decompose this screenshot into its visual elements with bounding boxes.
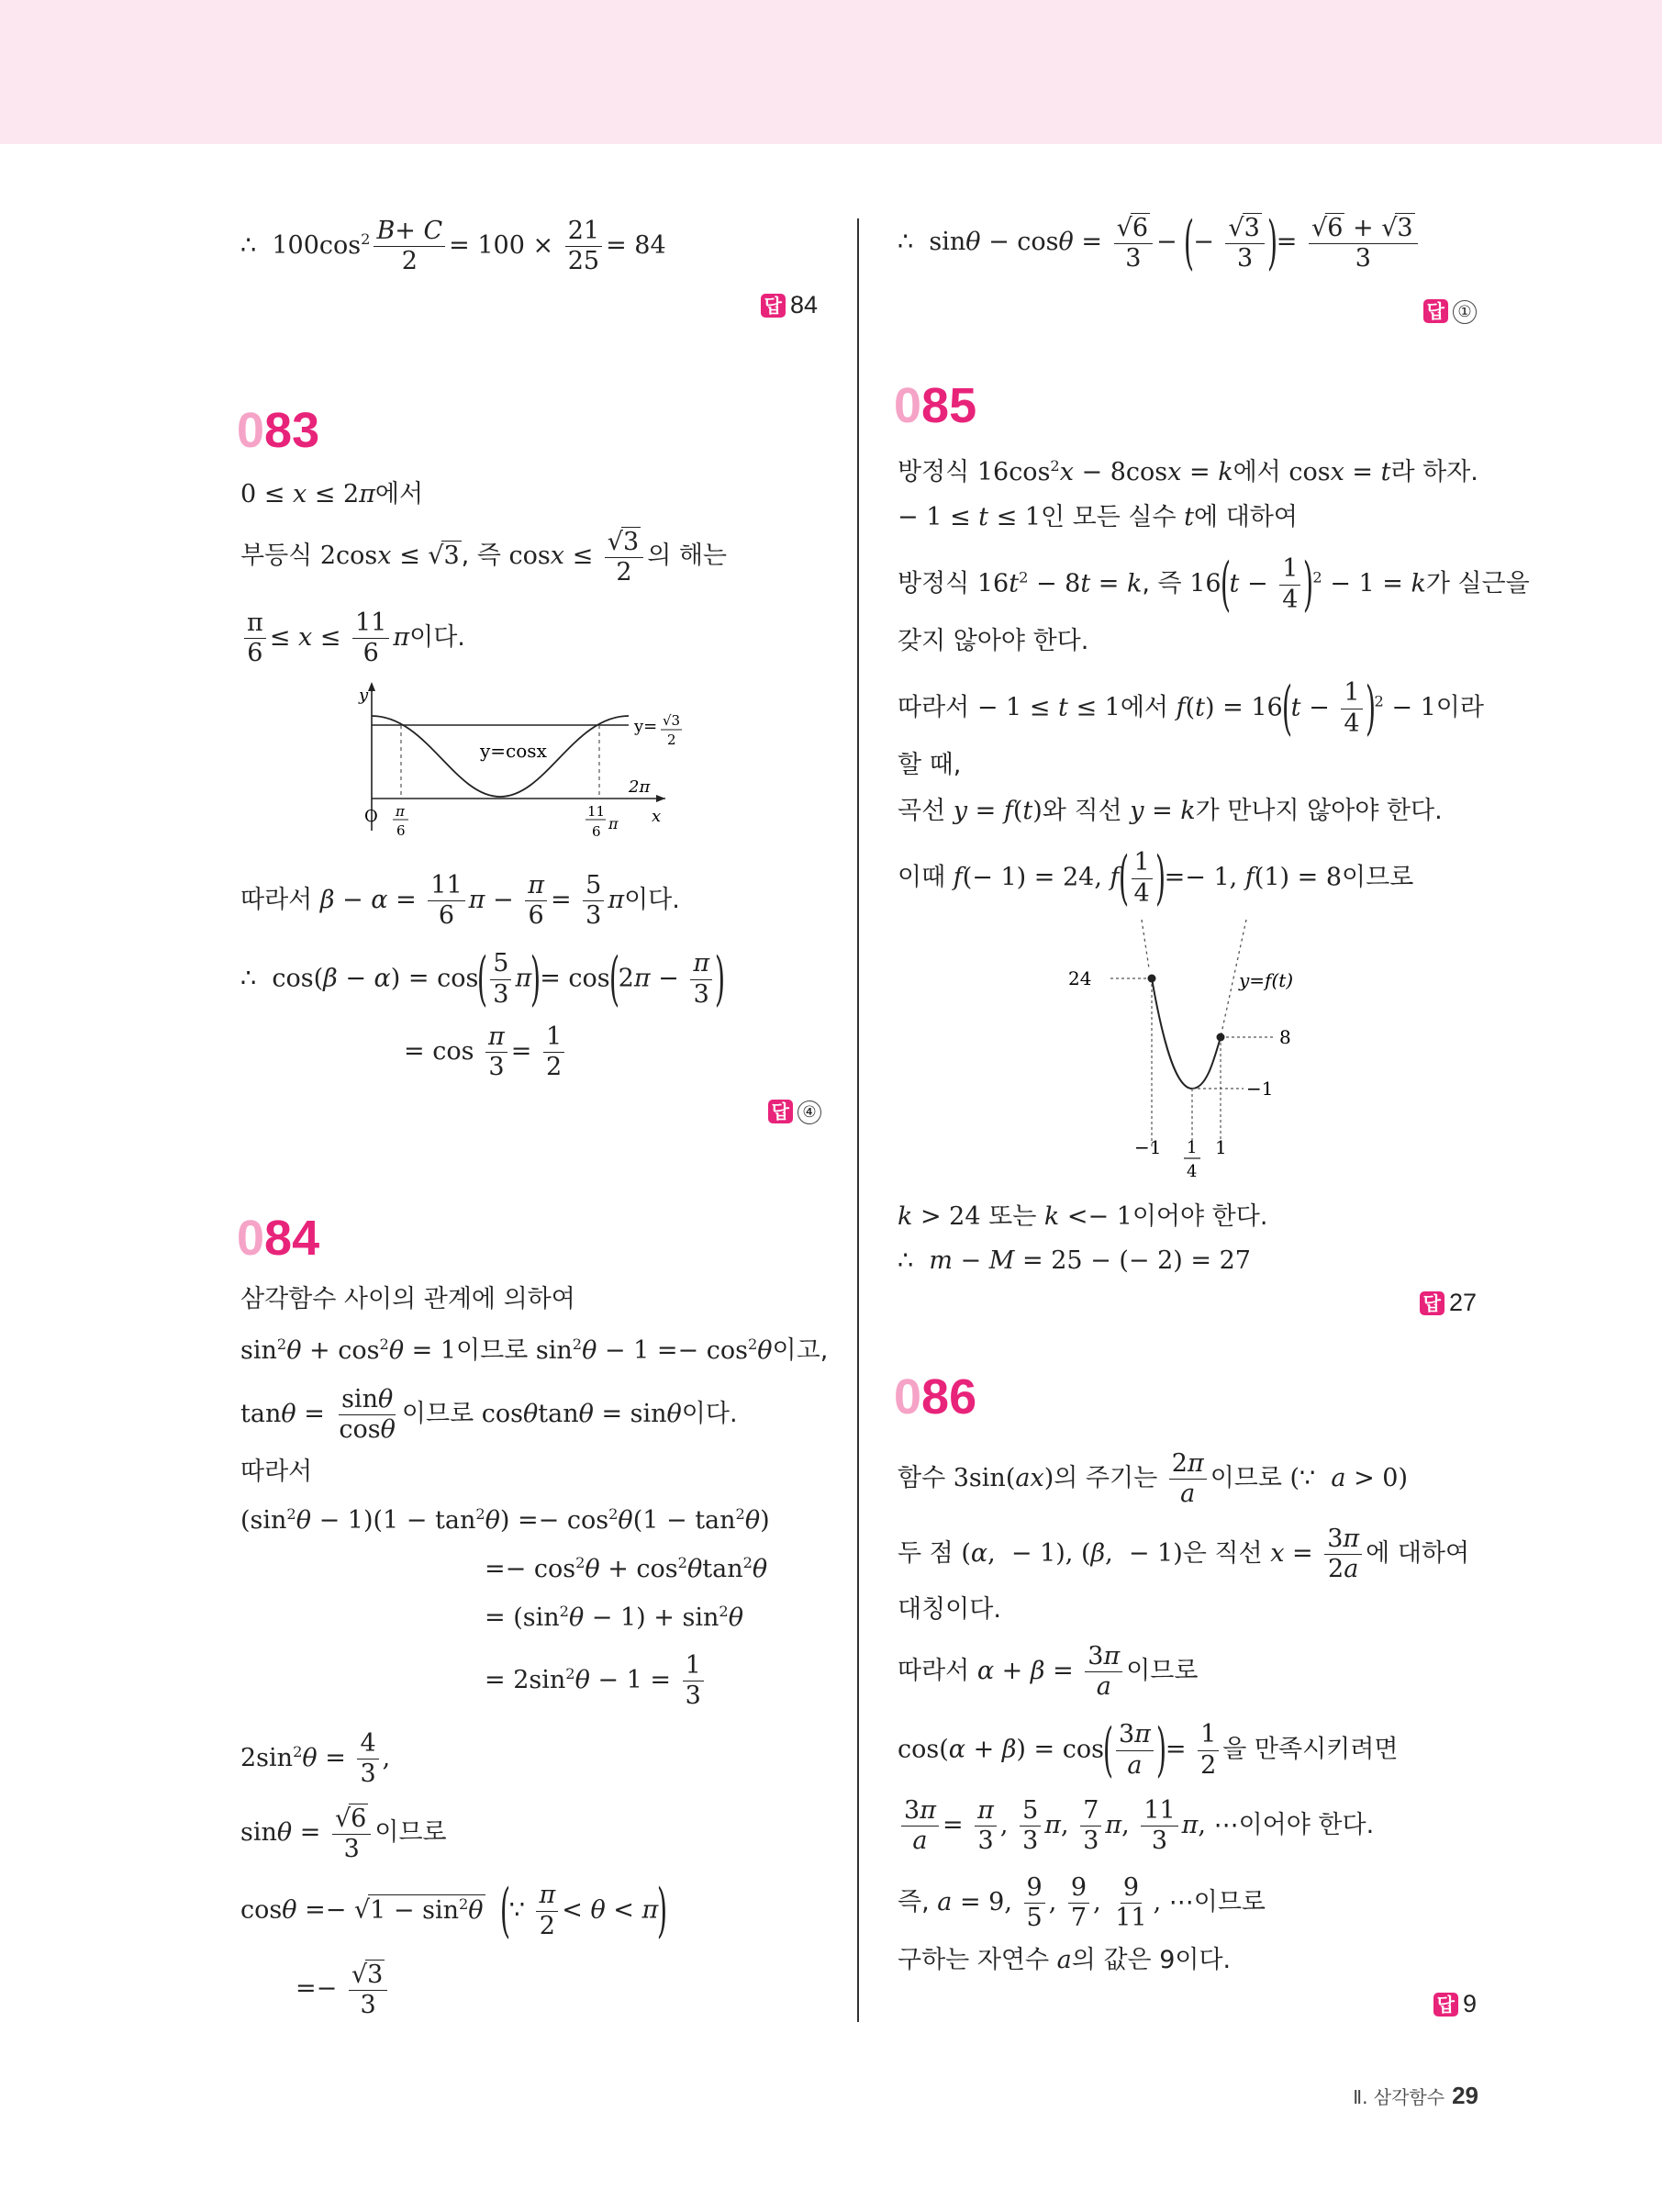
084-expand-3: = $(\sin^2\theta - 1) + \sin^2\theta$ (485, 1603, 743, 1632)
prev-right-conclusion: ∴ sinθ − cosθ = $\frac{√6}{3}$ − (− $\frac{√3}{3}$ )= $\frac{√6 + √3}{3}$ (898, 213, 1422, 273)
graph-label-minus1: −1 (1246, 1078, 1274, 1100)
084-expand-2: =− $\cos^2\theta + \cos^2\theta\tan^2\theta$ (485, 1554, 768, 1583)
problem-number-086: 086 (894, 1369, 977, 1424)
graph-x-1: 1 (1215, 1136, 1227, 1158)
svg-text:6: 6 (396, 822, 406, 839)
graph-curve-label: y=cosx (480, 740, 547, 762)
084-expand-4: = $2\sin^2\theta - 1$ = $\frac{1}{3}$ (485, 1652, 708, 1710)
page-footer (1353, 2082, 1478, 2110)
086-line-7: 즉, a = 9, $\frac{9}{5}$ , $\frac{9}{7}$ , $\frac{9}{11}$ , ⋯이므로 (898, 1873, 1266, 1933)
083-beta-minus-alpha: 따라서 β − α = $\frac{11}{6}$ π − $\frac{\pi}{6}$ = $\frac{5}{3}$ π이다. (240, 871, 680, 931)
svg-text:11: 11 (587, 803, 606, 820)
svg-text:π: π (608, 815, 619, 832)
086-line-2: 두 점 (α, − 1), (β, − 1)은 직선 x = $\frac{3\pi}{2a}$ 에 대하여 (898, 1525, 1470, 1584)
graph-2pi: 2π (629, 777, 651, 797)
page-number: 29 (1452, 2082, 1478, 2109)
083-inequality: 부등식 2cosx ≤ √3, 즉 cosx ≤ $\frac{√3}{2}$ 의 해는 (240, 528, 728, 587)
graph-label-8: 8 (1279, 1026, 1291, 1048)
svg-text:2: 2 (667, 732, 676, 748)
085-line-3: 방정식 $16t^2 - 8t = k$, 즉 16(t − $\frac{1}{4}$ )$^2$ − 1 = k가 실근을 (898, 551, 1530, 619)
086-line-1: 함수 3sin(ax)의 주기는 $\frac{2\pi}{a}$ 이므로 (∵ a > 0) (898, 1449, 1409, 1509)
graph-x-label: x (652, 807, 662, 826)
086-answer: 답 9 (1433, 1992, 1477, 2016)
084-intro: 삼각함수 사이의 관계에 의하여 (240, 1285, 575, 1313)
086-line-5: cos(α + β) = cos( $\frac{3\pi}{a}$ )= $\frac{1}{2}$ 을 만족시키려면 (898, 1716, 1399, 1784)
column-divider (857, 218, 859, 2022)
086-line-6: $\frac{3\pi}{a}$ = $\frac{\pi}{3}$ , $\frac{5}{3}$ π, $\frac{7}{3}$ π, $\frac{11}{3}$ π, ⋯이어야 한다. (898, 1797, 1374, 1855)
graph-label-24: 24 (1068, 967, 1092, 989)
svg-text:6: 6 (592, 823, 601, 840)
085-parabola-graph (1055, 909, 1312, 1184)
084-sin2: $2\sin^2\theta$ = $\frac{4}{3}$ , (240, 1729, 391, 1789)
083-cosine-graph (353, 675, 702, 849)
084-expand-1: $(\sin^2\theta - 1)(1 - \tan^2\theta) =- \cos^2\theta(1 - \tan^2\theta)$ (240, 1505, 770, 1535)
prev-conclusion: ∴ $100\cos^2$ $\frac{B+ C}{2}$ = 100 × $\frac{21}{25}$ = 84 (240, 217, 666, 276)
graph-y-label: y (359, 686, 369, 705)
086-line-3: 대칭이다. (898, 1595, 1001, 1624)
085-line-2: − 1 ≤ t ≤ 1인 모든 실수 t에 대하여 (898, 503, 1298, 531)
prev-right-answer: 답 ① (1423, 298, 1477, 324)
086-line-8: 구하는 자연수 a의 값은 9이다. (898, 1946, 1232, 1974)
085-line-9: k > 24 또는 k <− 1이어야 한다. (898, 1202, 1268, 1231)
graph-x-quarter-den: 4 (1187, 1162, 1198, 1181)
section-title: Ⅱ. 삼각함수 (1353, 2086, 1445, 2108)
085-line-1: 방정식 $16\cos^2x - 8\cos x = k$에서 cosx = t라 하자. (898, 457, 1478, 486)
083-domain: 0 ≤ x ≤ 2π에서 (240, 480, 424, 508)
084-tan: tanθ = $\frac{\sin\theta}{\cos\theta}$ 이므로 cosθtanθ = sinθ이다. (240, 1385, 738, 1445)
graph-curve-label: y=f(t) (1239, 969, 1294, 991)
084-then: 따라서 (240, 1458, 313, 1486)
graph-origin: O (364, 807, 378, 826)
083-cos-step2: = cos $\frac{\pi}{3}$ = $\frac{1}{2}$ (404, 1023, 568, 1081)
header-band (0, 0, 1662, 144)
083-solution-range: $\frac{\pi}{6}$ ≤ x ≤ $\frac{11}{6}$ π이다. (240, 609, 465, 667)
problem-number-085: 085 (894, 378, 977, 433)
graph-x-quarter-num: 1 (1187, 1138, 1198, 1157)
svg-text:√3: √3 (663, 712, 681, 729)
085-line-5: 따라서 − 1 ≤ t ≤ 1에서 f(t) = 16(t − $\frac{1}{4}$ )$^2$ − 1이라 (898, 675, 1484, 743)
085-line-7: 곡선 y = f(t)와 직선 y = k가 만나지 않아야 한다. (898, 797, 1443, 825)
084-identity: $\sin^2\theta + \cos^2\theta = 1$이므로 $\sin^2\theta - 1 =- \cos^2\theta$이고, (240, 1335, 829, 1365)
083-answer: 답 ④ (768, 1099, 821, 1124)
problem-number-083: 083 (237, 403, 320, 458)
083-cos-step1: ∴ cos(β − α) = cos( $\frac{5}{3}$ π)= cos(2π − $\frac{\pi}{3}$ ) (240, 945, 726, 1013)
086-line-4: 따라서 α + β = $\frac{3\pi}{a}$ 이므로 (898, 1642, 1199, 1702)
085-line-4: 갖지 않아야 한다. (898, 627, 1089, 655)
085-conclusion: ∴ m − M = 25 − (− 2) = 27 (898, 1246, 1251, 1275)
graph-line-label: y= (634, 717, 658, 736)
084-cos: $\cos\theta =- √1 - \sin^2\theta$ (∵ $\frac{\pi}{2}$ < θ < π) (240, 1877, 668, 1945)
084-sin: sinθ = $\frac{√6}{3}$ 이므로 (240, 1804, 447, 1864)
084-cos-result: =− $\frac{√3}{3}$ (296, 1960, 391, 2019)
svg-text:π: π (396, 803, 405, 820)
problem-number-084: 084 (237, 1211, 320, 1266)
085-line-6: 할 때, (898, 751, 962, 779)
graph-x-minus1: −1 (1134, 1136, 1162, 1158)
prev-answer: 답 84 (761, 293, 818, 318)
085-answer: 답 27 (1420, 1290, 1477, 1315)
085-line-8: 이때 f(− 1) = 24, f( $\frac{1}{4}$ )=− 1, f(1) = 8이므로 (898, 844, 1414, 912)
